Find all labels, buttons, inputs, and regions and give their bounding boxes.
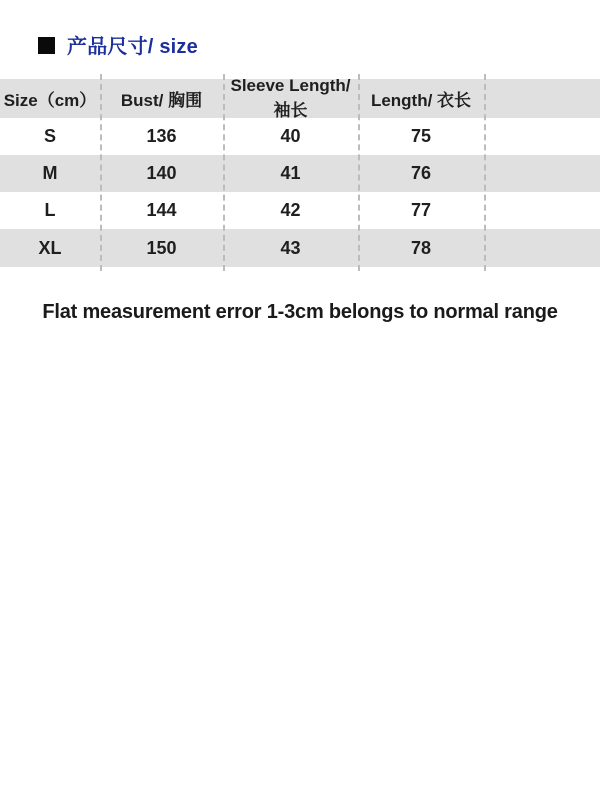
- measurement-note: Flat measurement error 1-3cm belongs to normal range: [42, 301, 558, 323]
- header-cell-sleeve: Sleeve Length/ 袖长: [230, 76, 351, 120]
- table-row: [0, 229, 600, 267]
- cell-size: M: [42, 163, 58, 183]
- column-divider: [100, 74, 102, 271]
- cell-bust: 144: [146, 200, 177, 220]
- cell-size: L: [44, 200, 56, 220]
- page-title: 产品尺寸/ size: [67, 36, 198, 58]
- column-divider: [223, 74, 225, 271]
- cell-length: 76: [410, 163, 432, 183]
- table-row: [0, 118, 600, 155]
- cell-bust: 140: [146, 163, 177, 183]
- square-bullet-icon: [38, 37, 55, 54]
- column-divider: [484, 74, 486, 271]
- header-cell-length: Length/ 衣长: [370, 91, 472, 110]
- cell-sleeve: 41: [280, 163, 301, 183]
- cell-sleeve: 40: [280, 126, 301, 146]
- table-row: [0, 155, 600, 192]
- section-title: [38, 30, 198, 59]
- column-divider: [358, 74, 360, 271]
- cell-length: 75: [410, 126, 432, 146]
- cell-sleeve: 43: [280, 237, 301, 258]
- cell-sleeve: 42: [280, 200, 301, 220]
- cell-size: XL: [38, 237, 62, 258]
- cell-length: 77: [410, 200, 432, 220]
- header-cell-bust: Bust/ 胸围: [120, 91, 203, 110]
- cell-length: 78: [410, 237, 432, 258]
- cell-bust: 136: [146, 126, 177, 146]
- cell-bust: 150: [146, 237, 177, 258]
- table-row: [0, 192, 600, 229]
- size-table: [0, 76, 600, 267]
- table-header-row: [0, 76, 600, 120]
- cell-size: S: [43, 126, 56, 146]
- header-cell-size: Size（cm）: [3, 91, 97, 110]
